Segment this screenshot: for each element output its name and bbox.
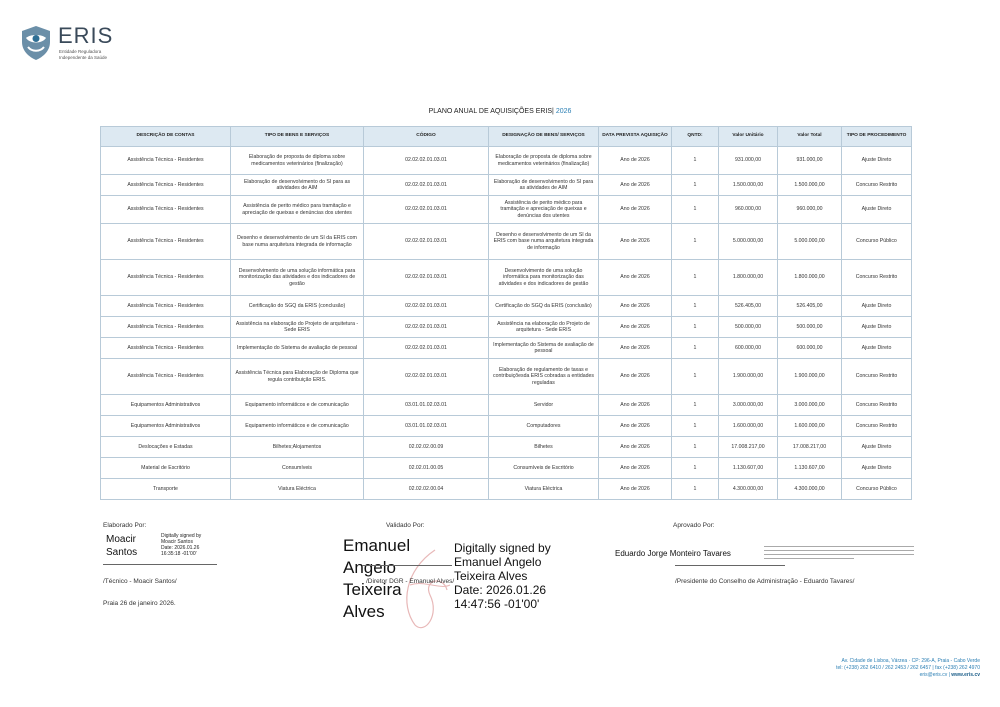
goods-type-cell: Assistência de perito médico para tramitação e apreciação de queixas e denúncias dos utentes bbox=[231, 196, 364, 224]
column-header: TIPO DE BENS E SERVIÇOS bbox=[231, 127, 364, 147]
goods-type-cell: Equipamento informáticos e de comunicação bbox=[231, 395, 364, 416]
dsig-line: 16:35:18 -01'00' bbox=[161, 551, 197, 557]
code-cell: 02.02.02.01.03.01 bbox=[364, 296, 489, 317]
column-header: CÓDIGO bbox=[364, 127, 489, 147]
unit-value-cell: 931.000,00 bbox=[719, 147, 778, 175]
unit-value-cell: 1.130.607,00 bbox=[719, 458, 778, 479]
elaborado-label: Elaborado Por: bbox=[103, 522, 147, 529]
table-row bbox=[101, 317, 912, 338]
qty-cell: 1 bbox=[672, 317, 719, 338]
unit-value-cell: 500.000,00 bbox=[719, 317, 778, 338]
table-row bbox=[101, 359, 912, 395]
date-cell: Ano de 2026 bbox=[599, 260, 672, 296]
total-value-cell: 931.000,00 bbox=[778, 147, 842, 175]
date-cell: Ano de 2026 bbox=[599, 479, 672, 500]
total-value-cell: 500.000,00 bbox=[778, 317, 842, 338]
page-title bbox=[0, 108, 1000, 115]
aprovado-sign-line bbox=[675, 565, 785, 566]
validado-digital-signature bbox=[454, 541, 551, 611]
logo-name: ERIS bbox=[58, 23, 114, 48]
designation-cell: Elaboração de proposta de diploma sobre medicamentos veterinários (finalização) bbox=[489, 147, 599, 175]
logo-subtitle bbox=[59, 49, 139, 60]
unit-value-cell: 4.300.000,00 bbox=[719, 479, 778, 500]
designation-cell: Consumíveis de Escritório bbox=[489, 458, 599, 479]
footer-contact bbox=[836, 672, 980, 679]
date-cell: Ano de 2026 bbox=[599, 147, 672, 175]
column-header: TIPO DE PROCEDIMENTO bbox=[842, 127, 912, 147]
signature-name-line: Alves bbox=[343, 602, 385, 621]
dsig-line: Teixeira Alves bbox=[454, 569, 528, 583]
account-cell: Assistência Técnica - Residentes bbox=[101, 224, 231, 260]
signature-name-line: Emanuel bbox=[343, 536, 411, 555]
unit-value-cell: 1.500.000,00 bbox=[719, 175, 778, 196]
qty-cell: 1 bbox=[672, 359, 719, 395]
code-cell: 02.02.02.00.09 bbox=[364, 437, 489, 458]
goods-type-cell: Certificação do SGQ da ERIS (conclusão) bbox=[231, 296, 364, 317]
dsig-line: Date: 2026.01.26 bbox=[161, 545, 200, 551]
date-cell: Ano de 2026 bbox=[599, 437, 672, 458]
date-cell: Ano de 2026 bbox=[599, 317, 672, 338]
total-value-cell: 960.000,00 bbox=[778, 196, 842, 224]
account-cell: Assistência Técnica - Residentes bbox=[101, 359, 231, 395]
unit-value-cell: 1.900.000,00 bbox=[719, 359, 778, 395]
code-cell: 02.02.02.01.03.01 bbox=[364, 317, 489, 338]
procedure-cell: Concurso Restrito bbox=[842, 175, 912, 196]
procedure-cell: Ajuste Direto bbox=[842, 458, 912, 479]
aprovado-signature-name: Eduardo Jorge Monteiro Tavares bbox=[615, 549, 731, 558]
designation-cell: Servidor bbox=[489, 395, 599, 416]
date-cell: Ano de 2026 bbox=[599, 196, 672, 224]
elaborado-signature-name bbox=[106, 533, 137, 559]
acquisitions-table bbox=[100, 126, 912, 500]
qty-cell: 1 bbox=[672, 479, 719, 500]
table-body bbox=[101, 147, 912, 500]
unit-value-cell: 960.000,00 bbox=[719, 196, 778, 224]
account-cell: Equipamentos Administrativos bbox=[101, 395, 231, 416]
total-value-cell: 1.900.000,00 bbox=[778, 359, 842, 395]
designation-cell: Computadores bbox=[489, 416, 599, 437]
designation-cell: Desenho e desenvolvimento de um SI da ERIS com base numa arquitetura integrada de informação bbox=[489, 224, 599, 260]
signature-name-line: Moacir bbox=[106, 534, 137, 545]
account-cell: Assistência Técnica - Residentes bbox=[101, 296, 231, 317]
total-value-cell: 1.130.607,00 bbox=[778, 458, 842, 479]
date-cell: Ano de 2026 bbox=[599, 458, 672, 479]
table-row bbox=[101, 196, 912, 224]
designation-cell: Implementação do Sistema de avaliação de pessoal bbox=[489, 338, 599, 359]
qty-cell: 1 bbox=[672, 416, 719, 437]
dsig-line: Emanuel Angelo bbox=[454, 555, 542, 569]
procedure-cell: Concurso Restrito bbox=[842, 416, 912, 437]
goods-type-cell: Viatura Eléctrica bbox=[231, 479, 364, 500]
account-cell: Assistência Técnica - Residentes bbox=[101, 317, 231, 338]
elaborado-sign-line bbox=[103, 564, 217, 565]
qty-cell: 1 bbox=[672, 196, 719, 224]
table-row bbox=[101, 175, 912, 196]
procedure-cell: Concurso Restrito bbox=[842, 395, 912, 416]
code-cell: 02.02.02.01.03.01 bbox=[364, 196, 489, 224]
table-row bbox=[101, 338, 912, 359]
procedure-cell: Concurso Público bbox=[842, 479, 912, 500]
validado-label: Validado Por: bbox=[386, 522, 425, 529]
unit-value-cell: 17.008.217,00 bbox=[719, 437, 778, 458]
elaborado-digital-signature bbox=[161, 533, 201, 557]
qty-cell: 1 bbox=[672, 296, 719, 317]
total-value-cell: 5.000.000,00 bbox=[778, 224, 842, 260]
table-row bbox=[101, 437, 912, 458]
dsig-line: Date: 2026.01.26 bbox=[454, 583, 547, 597]
column-header: Valor Unitário bbox=[719, 127, 778, 147]
goods-type-cell: Desenvolvimento de uma solução informática para monitorização das atividades e dos indicadores de gestão bbox=[231, 260, 364, 296]
column-header: DESCRIÇÃO DE CONTAS bbox=[101, 127, 231, 147]
goods-type-cell: Implementação do Sistema de avaliação de pessoal bbox=[231, 338, 364, 359]
procedure-cell: Concurso Restrito bbox=[842, 359, 912, 395]
goods-type-cell: Elaboração de proposta de diploma sobre medicamentos veterinários (finalização) bbox=[231, 147, 364, 175]
date-cell: Ano de 2026 bbox=[599, 338, 672, 359]
procedure-cell: Ajuste Direto bbox=[842, 196, 912, 224]
date-cell: Ano de 2026 bbox=[599, 224, 672, 260]
logo-subtitle-line: Entidade Reguladora bbox=[59, 49, 102, 54]
validado-role: /Diretor DGR - Emanuel Alves/ bbox=[366, 578, 455, 585]
table-row bbox=[101, 224, 912, 260]
footer-line: tel: (+238) 262 6410 / 262 2453 / 262 6457 | fax (+238) 262 4970 bbox=[836, 665, 980, 671]
unit-value-cell: 3.000.000,00 bbox=[719, 395, 778, 416]
designation-cell: Assistência de perito médico para tramitação e apreciação de queixas e denúncias dos utentes bbox=[489, 196, 599, 224]
footer-address bbox=[836, 658, 980, 679]
designation-cell: Elaboração de regulamento de taxas e contribuiçõesda ERIS cobradas a entidades reguladas bbox=[489, 359, 599, 395]
total-value-cell: 526.405,00 bbox=[778, 296, 842, 317]
account-cell: Assistência Técnica - Residentes bbox=[101, 147, 231, 175]
elaborado-role: /Técnico - Moacir Santos/ bbox=[103, 578, 177, 585]
goods-type-cell: Bilhetes;Alojamentos bbox=[231, 437, 364, 458]
date-cell: Ano de 2026 bbox=[599, 416, 672, 437]
qty-cell: 1 bbox=[672, 437, 719, 458]
unit-value-cell: 1.600.000,00 bbox=[719, 416, 778, 437]
code-cell: 02.02.02.01.03.01 bbox=[364, 359, 489, 395]
qty-cell: 1 bbox=[672, 338, 719, 359]
dsig-line: Moacir Santos bbox=[161, 539, 193, 545]
account-cell: Material de Escritório bbox=[101, 458, 231, 479]
account-cell: Assistência Técnica - Residentes bbox=[101, 175, 231, 196]
aprovado-role: /Presidente do Conselho de Administração - Eduardo Tavares/ bbox=[675, 578, 855, 585]
code-cell: 02.02.02.01.03.01 bbox=[364, 338, 489, 359]
designation-cell: Bilhetes bbox=[489, 437, 599, 458]
dsig-line: Digitally signed by bbox=[454, 541, 551, 555]
goods-type-cell: Assistência na elaboração do Projeto de arquitetura - Sede ERIS bbox=[231, 317, 364, 338]
table-row bbox=[101, 296, 912, 317]
date-cell: Ano de 2026 bbox=[599, 359, 672, 395]
designation-cell: Assistência na elaboração do Projeto de arquitetura - Sede ERIS bbox=[489, 317, 599, 338]
designation-cell: Certificação do SGQ da ERIS (conclusão) bbox=[489, 296, 599, 317]
code-cell: 02.02.02.01.03.01 bbox=[364, 224, 489, 260]
aprovado-certificate-details bbox=[764, 544, 914, 559]
column-header: QNTD: bbox=[672, 127, 719, 147]
goods-type-cell: Elaboração de desenvolvimento do SI para as atividades de AIM bbox=[231, 175, 364, 196]
designation-cell: Elaboração de desenvolvimento do SI para as atividades de AIM bbox=[489, 175, 599, 196]
footer-website-link[interactable]: www.eris.cv bbox=[951, 672, 980, 678]
goods-type-cell: Desenho e desenvolvimento de um SI da ERIS com base numa arquitetura integrada de informação bbox=[231, 224, 364, 260]
account-cell: Deslocações e Estadas bbox=[101, 437, 231, 458]
total-value-cell: 4.300.000,00 bbox=[778, 479, 842, 500]
code-cell: 02.02.02.01.03.01 bbox=[364, 260, 489, 296]
code-cell: 03.01.01.02.03.01 bbox=[364, 395, 489, 416]
place-date: Praia 26 de janeiro 2026. bbox=[103, 600, 176, 607]
goods-type-cell: Equipamento informáticos e de comunicação bbox=[231, 416, 364, 437]
unit-value-cell: 5.000.000,00 bbox=[719, 224, 778, 260]
qty-cell: 1 bbox=[672, 224, 719, 260]
account-cell: Assistência Técnica - Residentes bbox=[101, 196, 231, 224]
footer-line: Av. Cidade de Lisboa, Várzea · CP: 296-A, Praia - Cabo Verde bbox=[841, 658, 980, 664]
column-header: DESIGNAÇÃO DE BENS/ SERVIÇOS bbox=[489, 127, 599, 147]
code-cell: 03.01.01.02.03.01 bbox=[364, 416, 489, 437]
table-header-row bbox=[101, 127, 912, 147]
table-row bbox=[101, 479, 912, 500]
qty-cell: 1 bbox=[672, 175, 719, 196]
qty-cell: 1 bbox=[672, 458, 719, 479]
procedure-cell: Ajuste Direto bbox=[842, 317, 912, 338]
unit-value-cell: 526.405,00 bbox=[719, 296, 778, 317]
table-row bbox=[101, 458, 912, 479]
procedure-cell: Concurso Restrito bbox=[842, 260, 912, 296]
account-cell: Assistência Técnica - Residentes bbox=[101, 338, 231, 359]
eris-logo bbox=[20, 25, 140, 65]
shield-logo-icon bbox=[20, 25, 52, 61]
logo-subtitle-line: Independente da Saúde bbox=[59, 54, 108, 60]
procedure-cell: Ajuste Direto bbox=[842, 338, 912, 359]
footer-email[interactable]: eris@eris.cv | bbox=[919, 672, 950, 678]
total-value-cell: 1.800.000,00 bbox=[778, 260, 842, 296]
date-cell: Ano de 2026 bbox=[599, 175, 672, 196]
dsig-line: 14:47:56 -01'00' bbox=[454, 597, 540, 611]
column-header: Valor Total bbox=[778, 127, 842, 147]
total-value-cell: 1.500.000,00 bbox=[778, 175, 842, 196]
qty-cell: 1 bbox=[672, 147, 719, 175]
table-row bbox=[101, 147, 912, 175]
table-row bbox=[101, 260, 912, 296]
code-cell: 02.02.02.01.03.01 bbox=[364, 147, 489, 175]
signature-name-line: Teixeira bbox=[343, 580, 402, 599]
account-cell: Transporte bbox=[101, 479, 231, 500]
dsig-line: Digitally signed by bbox=[161, 533, 202, 539]
procedure-cell: Ajuste Direto bbox=[842, 296, 912, 317]
validado-sign-line bbox=[362, 565, 452, 566]
procedure-cell: Ajuste Direto bbox=[842, 437, 912, 458]
signature-name-line: Angelo bbox=[343, 558, 396, 577]
total-value-cell: 600.000,00 bbox=[778, 338, 842, 359]
code-cell: 02.02.02.01.03.01 bbox=[364, 175, 489, 196]
table-row bbox=[101, 416, 912, 437]
title-text: PLANO ANUAL DE AQUISIÇÕES ERIS| bbox=[428, 108, 554, 115]
table-row bbox=[101, 395, 912, 416]
designation-cell: Viatura Eléctrica bbox=[489, 479, 599, 500]
qty-cell: 1 bbox=[672, 395, 719, 416]
account-cell: Assistência Técnica - Residentes bbox=[101, 260, 231, 296]
unit-value-cell: 600.000,00 bbox=[719, 338, 778, 359]
goods-type-cell: Assistência Técnica para Elaboração de Diploma que regula contribuição ERIS. bbox=[231, 359, 364, 395]
account-cell: Equipamentos Administrativos bbox=[101, 416, 231, 437]
total-value-cell: 1.600.000,00 bbox=[778, 416, 842, 437]
goods-type-cell: Consumíveis bbox=[231, 458, 364, 479]
procedure-cell: Ajuste Direto bbox=[842, 147, 912, 175]
unit-value-cell: 1.800.000,00 bbox=[719, 260, 778, 296]
total-value-cell: 3.000.000,00 bbox=[778, 395, 842, 416]
total-value-cell: 17.008.217,00 bbox=[778, 437, 842, 458]
aprovado-label: Aprovado Por: bbox=[673, 522, 715, 529]
procedure-cell: Concurso Público bbox=[842, 224, 912, 260]
code-cell: 02.02.01.00.05 bbox=[364, 458, 489, 479]
date-cell: Ano de 2026 bbox=[599, 296, 672, 317]
column-header: DATA PREVISTA AQUISIÇÃO bbox=[599, 127, 672, 147]
title-year: 2026 bbox=[555, 108, 572, 115]
code-cell: 02.02.02.00.04 bbox=[364, 479, 489, 500]
signature-name-line: Santos bbox=[106, 547, 138, 558]
qty-cell: 1 bbox=[672, 260, 719, 296]
date-cell: Ano de 2026 bbox=[599, 395, 672, 416]
designation-cell: Desenvolvimento de uma solução informática para monitorização das atividades e dos indicadores de gestão bbox=[489, 260, 599, 296]
